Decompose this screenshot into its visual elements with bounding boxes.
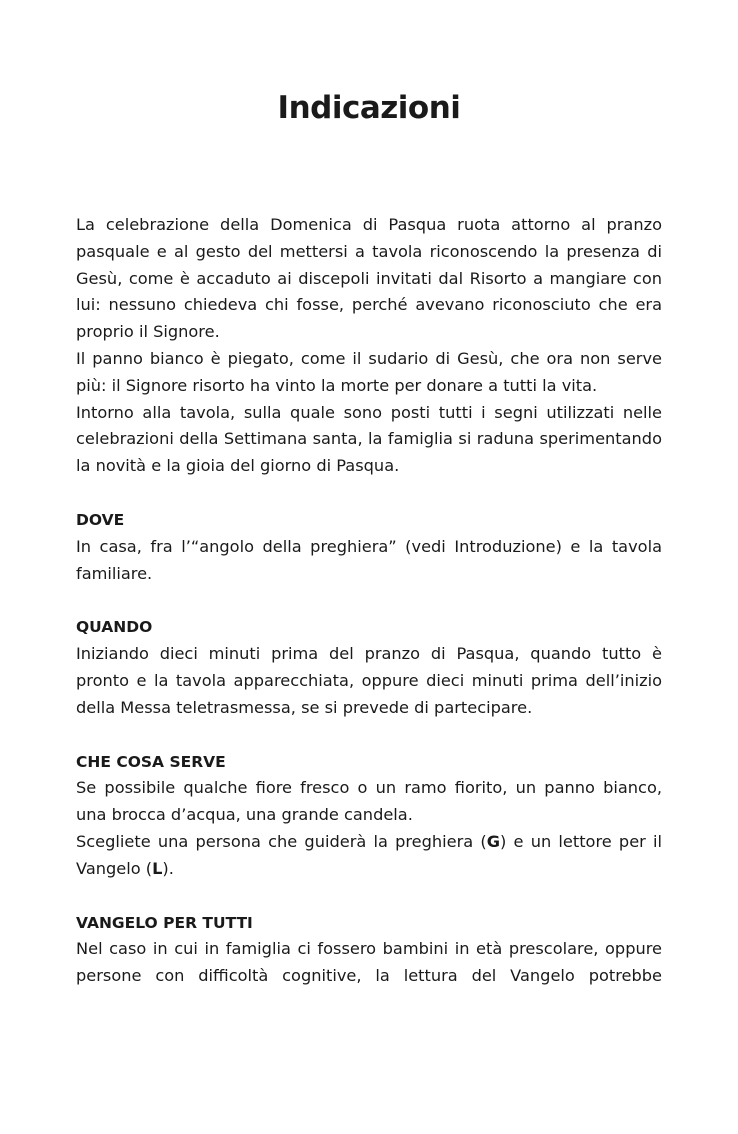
- document-body: [76, 212, 662, 990]
- page-title: Indicazioni: [277, 90, 461, 126]
- section-heading-quando: QUANDO: [76, 618, 153, 637]
- section-text-serve-2: [76, 829, 662, 883]
- guide-letter: G: [486, 831, 501, 851]
- text-run: ) e un lettore per il Vangelo (: [76, 831, 663, 878]
- reader-letter: L: [152, 858, 163, 878]
- text-run: Scegliete una persona che guiderà la preghiera (: [76, 831, 487, 851]
- intro-paragraph-3: Intorno alla tavola, sulla quale sono posti tutti i segni utilizzati nelle celebrazioni della Settimana santa, la famiglia si raduna sperimentando la novità e la gioia del giorno di Pasqua.: [76, 402, 662, 476]
- intro-paragraph-2: Il panno bianco è piegato, come il sudario di Gesù, che ora non serve più: il Signore risorto ha vinto la morte per donare a tutti la vita.: [76, 348, 662, 395]
- section-heading-dove: DOVE: [76, 510, 125, 529]
- intro-paragraph-1: La celebrazione della Domenica di Pasqua ruota attorno al pranzo pasquale e al gesto del mettersi a tavola riconoscendo la presenza di Gesù, come è accaduto ai discepoli invitati dal Risorto a mangiare con lui: nessuno chiedeva chi fosse, perché avevano riconosciuto che era proprio il Signore.: [76, 215, 662, 342]
- spacer: [76, 480, 662, 507]
- spacer: [76, 883, 662, 910]
- section-text-quando: Iniziando dieci minuti prima del pranzo di Pasqua, quando tutto è pronto e la tavola apparecchiata, oppure dieci minuti prima dell’inizio della Messa teletrasmessa, se si prevede di partecipare.: [76, 644, 662, 717]
- section-text-vangelo: Nel caso in cui in famiglia ci fossero bambini in età prescolare, oppure persone con difficoltà cognitive, la lettura del Vangelo potrebbe: [76, 939, 662, 986]
- text-run: ).: [162, 858, 174, 878]
- section-text-dove: In casa, fra l’“angolo della preghiera” (vedi Introduzione) e la tavola familiare.: [76, 536, 662, 583]
- section-heading-vangelo: VANGELO PER TUTTI: [76, 913, 253, 932]
- section-text-serve-1: Se possibile qualche fiore fresco o un ramo fiorito, un panno bianco, una brocca d’acqua, una grande candela.: [76, 778, 662, 825]
- spacer: [76, 722, 662, 749]
- spacer: [76, 587, 662, 614]
- section-heading-serve: CHE COSA SERVE: [76, 752, 226, 771]
